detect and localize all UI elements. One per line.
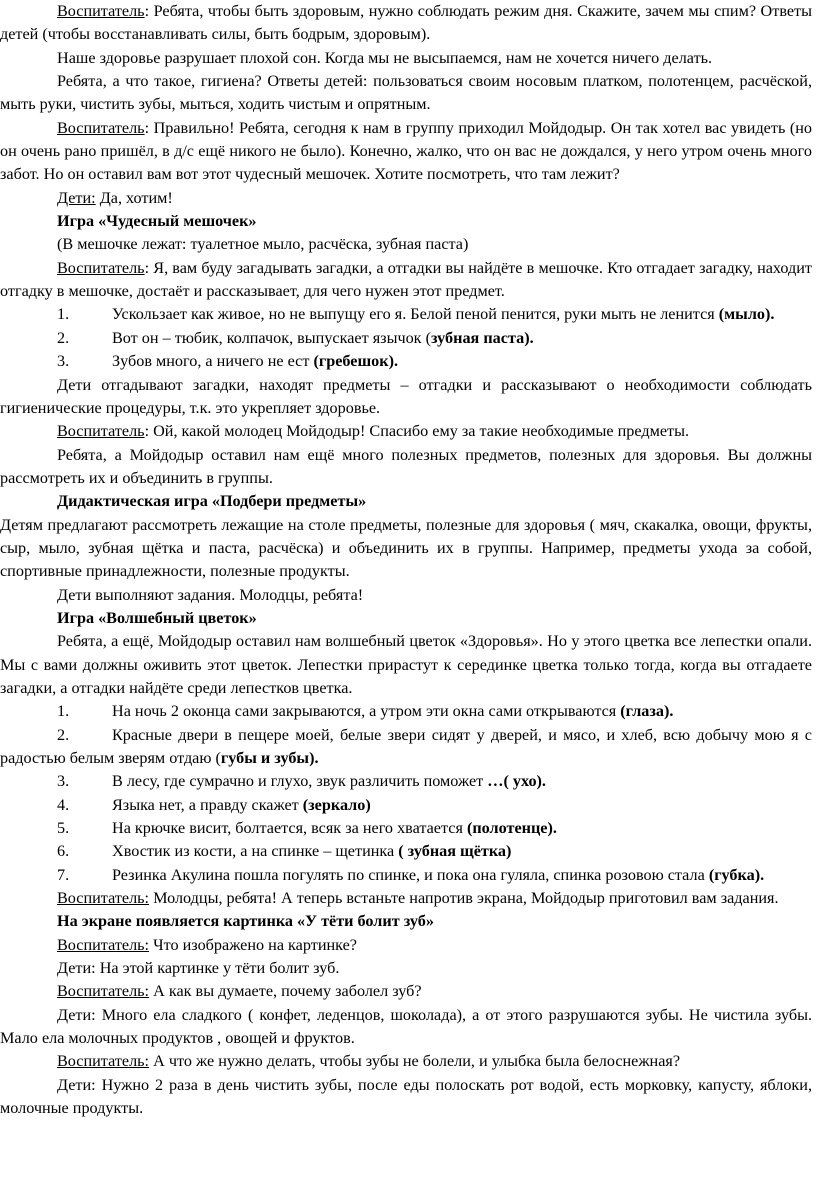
riddle-answer: зубная паста). (430, 328, 534, 347)
riddle-number: 4. (57, 795, 70, 814)
label-separator: : (144, 258, 154, 277)
riddle-number: 3. (57, 352, 70, 371)
paragraph-text: Дети: Нужно 2 раза в день чистить зубы, после еды полоскать рот водой, есть морковку, капусту, яблоки, молочные продукты. (0, 1075, 812, 1118)
paragraph (0, 934, 812, 957)
section-heading (0, 607, 812, 630)
paragraph-text: Дети: Много ела сладкого ( конфет, леденцов, шоколада), а от этого разрушаются зубы. Не чистила зубы. Мало ела молочных продуктов , овощей и фруктов. (0, 1005, 812, 1048)
riddle-item (0, 327, 812, 350)
speaker-label: Воспитатель (57, 2, 145, 20)
riddle-text: Ускользает как живое, но не выпущу его я. Белой пеной пенится, руки мыть не ленится (112, 305, 719, 324)
paragraph (0, 187, 812, 210)
riddle-text: В лесу, где сумрачно и глухо, звук различить поможет (112, 772, 488, 791)
speaker-label: Воспитатель: (57, 935, 150, 954)
paragraph (0, 444, 812, 491)
riddle-item (0, 700, 812, 723)
riddle-text: Языка нет, а правду скажет (112, 795, 303, 814)
heading-text: На экране появляется картинка «У тёти болит зуб» (57, 912, 434, 931)
paragraph (0, 257, 812, 304)
paragraph (0, 420, 812, 443)
riddle-number: 6. (57, 842, 70, 861)
paragraph (0, 887, 812, 910)
riddle-answer: (глаза). (620, 702, 674, 721)
paragraph (0, 980, 812, 1003)
speaker-label: Дети: (57, 188, 96, 207)
riddle-number: 1. (57, 702, 70, 721)
paragraph (0, 0, 812, 47)
paragraph (0, 1050, 812, 1073)
paragraph-text: Ой, какой молодец Мойдодыр! Спасибо ему за такие необходимые предметы. (153, 422, 690, 441)
paragraph-text: Да, хотим! (99, 188, 173, 207)
heading-text: Дидактическая игра «Подбери предметы» (57, 492, 367, 511)
label-separator: : (144, 422, 154, 441)
riddle-text: Зубов много, а ничего не ест (112, 352, 314, 371)
paragraph-text: Дети: На этой картинке у тёти болит зуб. (57, 959, 340, 978)
paragraph (0, 1074, 812, 1121)
riddle-text: Красные двери в пещере моей, белые звери сидят у дверей, и мясо, и хлеб, всю добычу мою я с радостью белым зверям отдаю ( (0, 725, 812, 767)
speaker-label: Воспитатель: (57, 889, 150, 908)
speaker-label: Воспитатель: (57, 982, 150, 1001)
paragraph (0, 117, 812, 187)
riddle-item (0, 794, 812, 817)
paragraph-text: Правильно! Ребята, сегодня к нам в группу приходил Мойдодыр. Он так хотел вас увидеть (но он очень рано пришёл, в д/с ещё никого не было). Конечно, жалко, что он вас не дождался, у него утром очень много забот. Но он оставил вам вот этот чудесный мешочек. Хотите посмотреть, что там лежит? (0, 118, 813, 184)
paragraph-text: Ребята, а что такое, гигиена? Ответы детей: пользоваться своим носовым платком, полотенцем, расчёской, мыть руки, чистить зубы, мыться, ходить чистым и опрятным. (0, 72, 812, 114)
section-heading (0, 910, 812, 933)
paragraph-text: Дети отгадывают загадки, находят предметы – отгадки и рассказывают о необходимости соблюдать гигиенические процедуры, т.к. это укрепляет здоровье. (0, 375, 812, 417)
paragraph (0, 584, 812, 607)
section-heading (0, 210, 812, 233)
riddle-item (0, 350, 812, 373)
label-separator: : (144, 2, 154, 20)
riddle-text: На крючке висит, болтается, всяк за него хватается (112, 819, 467, 838)
paragraph (0, 630, 812, 700)
speaker-label: Воспитатель (57, 258, 145, 277)
heading-text: Игра «Чудесный мешочек» (57, 212, 257, 231)
paragraph (0, 233, 812, 256)
paragraph-text: Дети выполняют задания. Молодцы, ребята! (57, 585, 364, 604)
heading-text: Игра «Волшебный цветок» (57, 608, 257, 627)
paragraph-text: Наше здоровье разрушает плохой сон. Когда мы не высыпаемся, нам не хочется ничего делать. (57, 48, 713, 67)
riddle-number: 3. (57, 772, 70, 791)
riddle-answer: (губка). (708, 865, 765, 884)
riddle-answer: …( ухо). (487, 772, 546, 791)
riddle-answer: (гребешок). (313, 352, 399, 371)
paragraph-text: А как вы думаете, почему заболел зуб? (153, 982, 422, 1001)
paragraph (0, 1004, 812, 1051)
riddle-answer: (полотенце). (466, 819, 557, 838)
riddle-number: 1. (57, 305, 70, 324)
paragraph (0, 957, 812, 980)
riddle-answer: (зеркало) (302, 795, 371, 814)
paragraph-text: Детям предлагают рассмотреть лежащие на столе предметы, полезные для здоровья ( мяч, скакалка, овощи, фрукты, сыр, мыло, зубная щётка и паста, расчёска) и объединить их в группы. Например, предметы ухода за собой, спортивные принадлежности, полезные продукты. (0, 515, 812, 581)
riddle-item (0, 817, 812, 840)
riddle-item (0, 840, 812, 863)
riddle-text: Хвостик из кости, а на спинке – щетинка (112, 842, 399, 861)
riddle-number: 2. (57, 725, 70, 744)
paragraph (0, 374, 812, 421)
paragraph-text: Ребята, а ещё, Мойдодыр оставил нам волшебный цветок «Здоровья». Но у этого цветка все лепестки опали. Мы с вами должны оживить этот цветок. Лепестки прирастут к серединке цветка только тогда, когда вы отгадаете загадки, а отгадки найдёте среди лепестков цветка. (0, 632, 812, 697)
riddle-item (0, 303, 812, 326)
riddle-number: 5. (57, 819, 70, 838)
paragraph-text: А что же нужно делать, чтобы зубы не болели, и улыбка была белоснежная? (153, 1052, 681, 1071)
riddle-text: Вот он – тюбик, колпачок, выпускает язычок ( (112, 328, 431, 347)
riddle-number: 7. (57, 865, 70, 884)
paragraph-text: Ребята, чтобы быть здоровым, нужно соблюдать режим дня. Скажите, зачем мы спим? Ответы детей (чтобы восстанавливать силы, быть бодрым, здоровым). (0, 2, 812, 44)
label-separator: : (144, 118, 154, 137)
speaker-label: Воспитатель (57, 118, 145, 137)
riddle-item (0, 770, 812, 793)
riddle-number: 2. (57, 328, 70, 347)
paragraph (0, 47, 812, 70)
riddle-item (0, 864, 812, 887)
riddle-item (0, 724, 812, 771)
paragraph-text: Ребята, а Мойдодыр оставил нам ещё много полезных предметов, полезных для здоровья. Вы должны рассмотреть их и объединить в группы. (0, 445, 812, 487)
riddle-text: На ночь 2 оконца сами закрываются, а утром эти окна сами открываются (112, 702, 621, 721)
paragraph-text: Молодцы, ребята! А теперь встаньте напротив экрана, Мойдодыр приготовил вам задания. (153, 889, 779, 908)
riddle-answer: ( зубная щётка) (398, 842, 512, 861)
riddle-answer: губы и зубы). (220, 749, 319, 767)
paragraph-text: (В мешочке лежат: туалетное мыло, расчёска, зубная паста) (57, 235, 469, 254)
paragraph-text: Что изображено на картинке? (153, 935, 357, 954)
speaker-label: Воспитатель: (57, 1052, 150, 1071)
riddle-answer: (мыло). (718, 305, 775, 324)
speaker-label: Воспитатель (57, 422, 145, 441)
paragraph-text: Я, вам буду загадывать загадки, а отгадки вы найдёте в мешочке. Кто отгадает загадку, находит отгадку в мешочке, достаёт и рассказывает, для чего нужен этот предмет. (0, 258, 812, 301)
section-heading (0, 490, 812, 513)
paragraph (0, 514, 812, 584)
paragraph (0, 70, 812, 117)
riddle-text: Резинка Акулина пошла погулять по спинке, и пока она гуляла, спинка розовою стала (112, 865, 709, 884)
